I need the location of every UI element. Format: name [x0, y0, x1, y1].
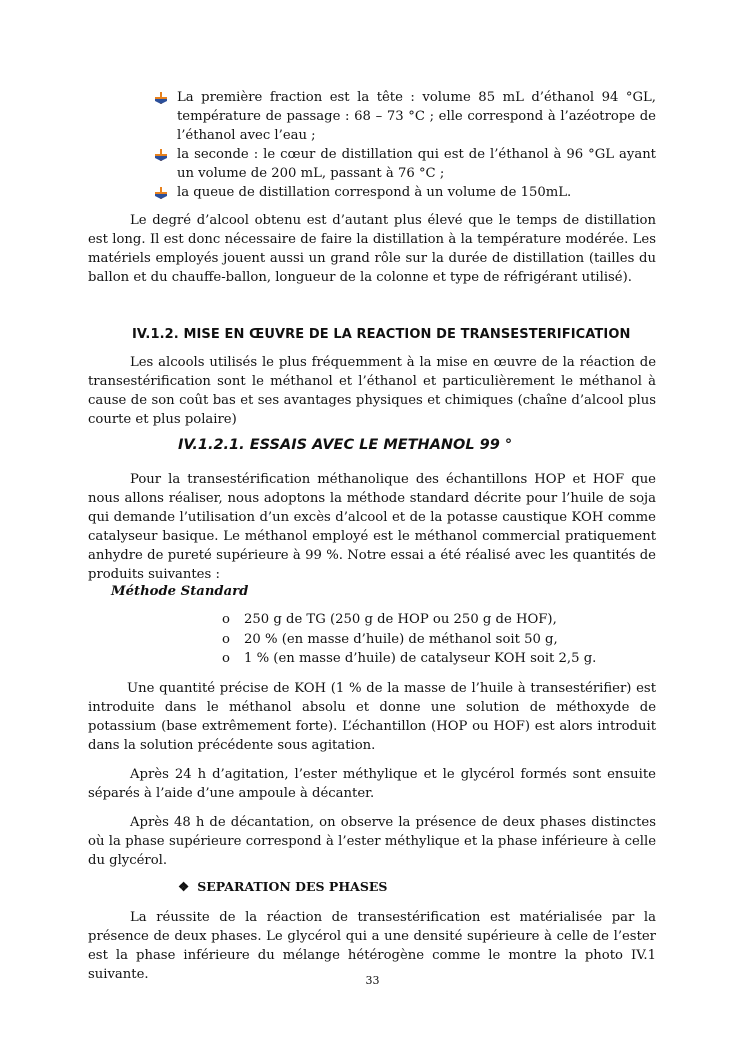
distillation-fractions-list: [158, 88, 656, 202]
method-heading: Méthode Standard: [111, 584, 249, 599]
arrow-bullet-icon: [155, 187, 167, 199]
subsection-heading: IV.1.2.1. ESSAIS AVEC LE METHANOL 99 °: [178, 437, 513, 453]
list-item: [222, 630, 596, 650]
paragraph-transesterification: Pour la transestérification méthanolique des échantillons HOP et HOF que nous allons réaliser, nous adoptons la méthode standard décrite pour l’huile de soja qui demande l’utilisation d’un excès d’alcool et de la potasse caustique KOH comme catalyseur basique. Le méthanol employé est le méthanol commercial pratiquement anhydre de pureté supérieure à 99 %. Notre essai a été réalisé avec les quantités de produits suivantes :: [88, 472, 656, 582]
list-item: [158, 145, 656, 183]
page-number: 33: [365, 974, 380, 987]
section-heading: IV.1.2. MISE EN ŒUVRE DE LA REACTION DE TRANSESTERIFICATION: [132, 327, 631, 342]
list-item-text: la queue de distillation correspond à un volume de 150mL.: [177, 185, 572, 200]
arrow-bullet-icon: [155, 149, 167, 161]
list-item: [158, 183, 656, 202]
circle-bullet-icon: o: [222, 612, 230, 627]
list-item-text: 20 % (en masse d’huile) de méthanol soit 50 g,: [244, 631, 558, 647]
separation-heading: [178, 879, 387, 894]
paragraph-reussite: La réussite de la réaction de transestérification est matérialisée par la présence de deux phases. Le glycérol qui a une densité supérieure à celle de l’ester est la phase inférieure du mélange hétérogène comme le montre la photo IV.1 suivante.: [88, 910, 656, 982]
list-item: [158, 88, 656, 145]
paragraph-alcools: Les alcools utilisés le plus fréquemment à la mise en œuvre de la réaction de transestérification sont le méthanol et l’éthanol et particulièrement le méthanol à cause de son coût bas et ses avantages physiques et chimiques (chaîne d’alcool plus courte et plus polaire): [88, 355, 656, 427]
list-item-text: 1 % (en masse d’huile) de catalyseur KOH soit 2,5 g.: [244, 651, 597, 666]
separation-heading-text: SEPARATION DES PHASES: [197, 879, 388, 894]
list-item-text: 250 g de TG (250 g de HOP ou 250 g de HOF),: [244, 612, 557, 627]
list-item-text: La première fraction est la tête : volume 85 mL d’éthanol 94 °GL, température de passage : 68 – 73 °C ; elle correspond à l’azéotrope de l’éthanol avec l’eau ;: [177, 90, 656, 143]
method-quantities-list: [222, 610, 596, 669]
paragraph-48h: Après 48 h de décantation, on observe la présence de deux phases distinctes où la phase supérieure correspond à l’ester méthylique et la phase inférieure à celle du glycérol.: [88, 815, 656, 868]
paragraph-degre-alcool: Le degré d’alcool obtenu est d’autant plus élevé que le temps de distillation est long. Il est donc nécessaire de faire la distillation à la température modérée. Les matériels employés jouent aussi un grand rôle sur la durée de distillation (tailles du ballon et du chauffe-ballon, longueur de la colonne et type de réfrigérant utilisé).: [88, 213, 656, 285]
diamond-bullet-icon: ❖: [178, 879, 190, 894]
circle-bullet-icon: o: [222, 631, 230, 647]
list-item: [222, 610, 596, 630]
circle-bullet-icon: o: [222, 651, 230, 666]
list-item: [222, 649, 596, 669]
paragraph-koh: Une quantité précise de KOH (1 % de la masse de l’huile à transestérifier) est introduite dans le méthanol absolu et donne une solution de méthoxyde de potassium (base extrêmement forte). L’échantillon (HOP ou HOF) est alors introduit dans la solution précédente sous agitation.: [88, 681, 656, 753]
paragraph-24h: Après 24 h d’agitation, l’ester méthylique et le glycérol formés sont ensuite séparés à l’aide d’une ampoule à décanter.: [88, 767, 656, 801]
arrow-bullet-icon: [155, 92, 167, 104]
list-item-text: la seconde : le cœur de distillation qui est de l’éthanol à 96 °GL ayant un volume de 200 mL, passant à 76 °C ;: [177, 147, 656, 181]
